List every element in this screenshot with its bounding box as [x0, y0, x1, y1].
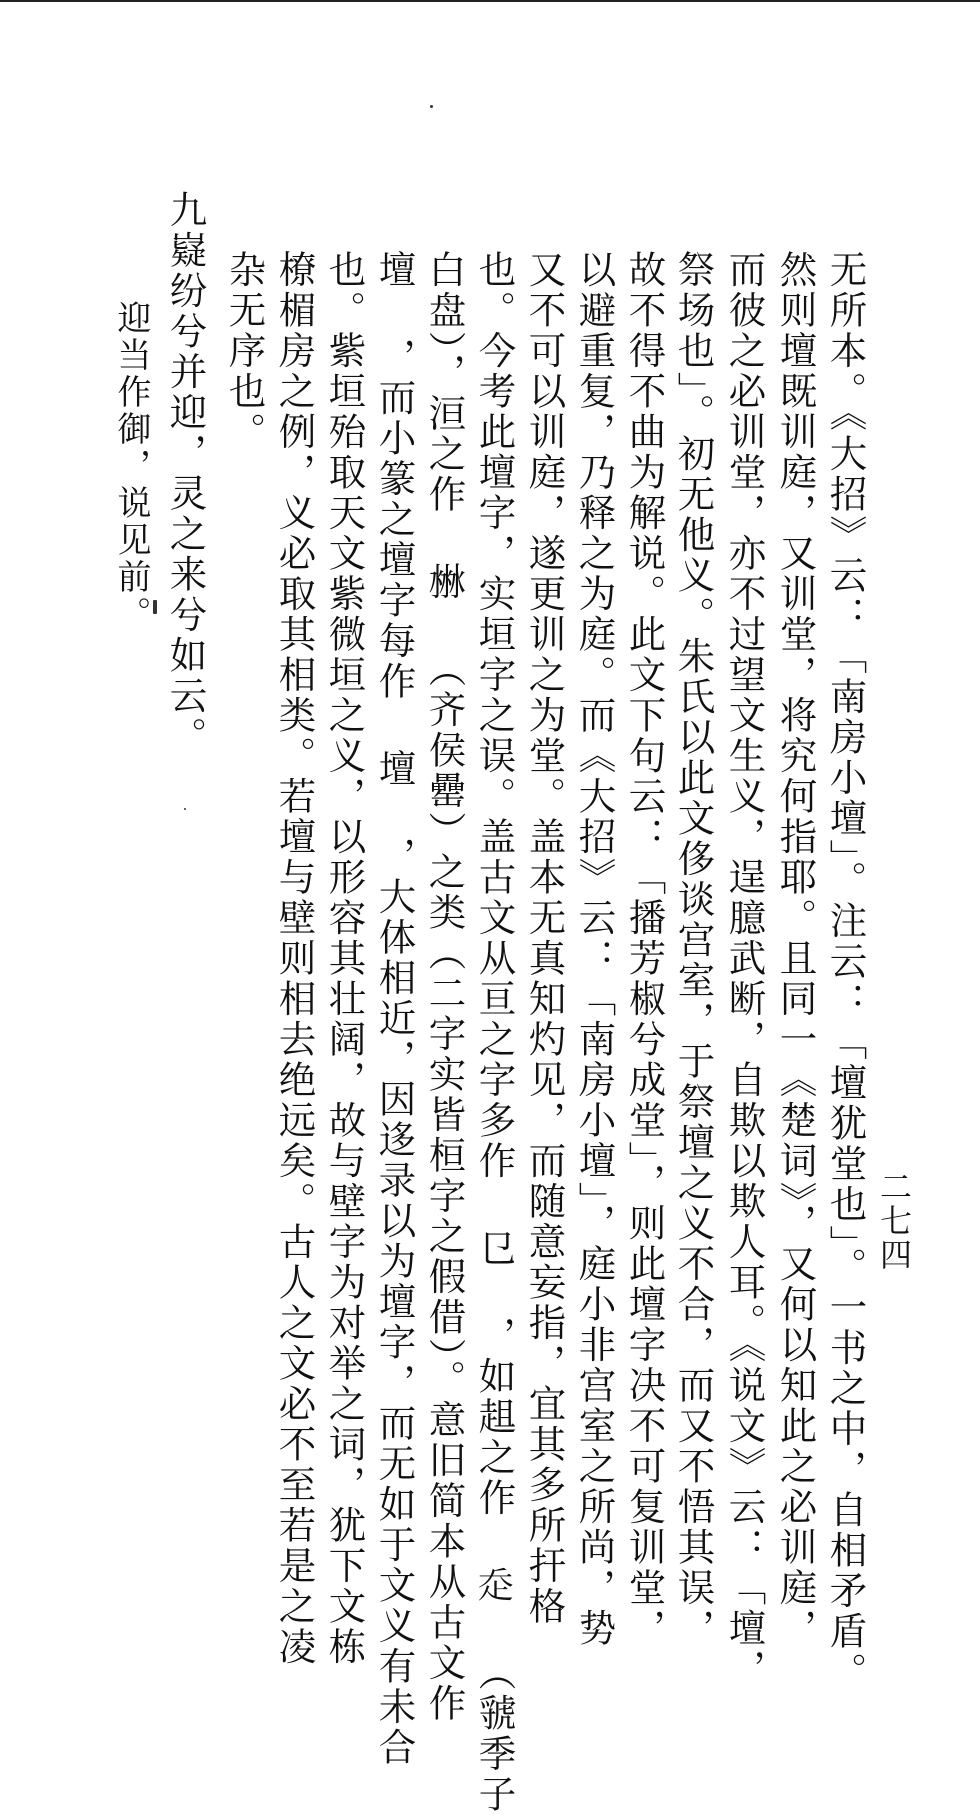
text-column-5: 故不得不曲为解说。此文下句云：「播芳椒兮成堂」，则此壇字决不可复训堂，: [622, 250, 667, 1649]
text-column-3: 而彼之必训堂，亦不过望文生义，逞臆武断，自欺以欺人耳。《说文》云：「壇，: [722, 250, 767, 1690]
text-column-6: 以避重复，乃释之为庭。而《大招》云：「南房小壇」，庭小非宫室之所尚，势: [572, 250, 617, 1649]
text-column-4: 祭场也」。初无他义。朱氏以此文侈谈宫室，于祭壇之义不合，而又不悟其误，: [671, 250, 716, 1649]
text-column-1: 无所本。《大招》云：「南房小壇」。注云：「壇犹堂也」。一书之中，自相矛盾。: [823, 250, 868, 1693]
text-column-7: 又不可以训庭，遂更训之为堂。盖本无真知灼见，而随意妄指，宜其多所扞格: [522, 250, 567, 1627]
text-column-2: 然则壇既训庭，又训堂，将究何指耶。且同一《楚词》，又何以知此之必训庭，: [773, 250, 818, 1649]
text-column-8: 也。今考此壇字，实垣字之误。盖古文从亘之字多作 㔾 ，如趄之作 𧺆 （虢季子: [472, 250, 517, 1815]
text-column-13: 杂无序也。: [222, 250, 267, 453]
top-rule: [0, 0, 980, 2]
verse-line: 九嶷纷兮并迎，灵之来兮如云。: [163, 190, 208, 757]
scan-speck: [184, 808, 186, 810]
text-column-12: 橑楣房之例，义必取其相类。若壇与壁则相去绝远矣。古人之文必不至若是之凌: [272, 250, 317, 1668]
text-column-10: 壇 ，而小篆之壇字每作 壇 ，大体相近，因迻录以为壇字，而无如于文义有未合: [372, 250, 417, 1768]
scan-speck: [153, 600, 157, 614]
text-column-11: 也。紫垣殆取天文紫微垣之义，以形容其壮阔，故与壁字为对举之词，犹下文栋: [322, 250, 367, 1668]
scan-speck: [430, 105, 433, 108]
page-number: 二七四: [875, 1170, 913, 1272]
text-column-9: 白盘），洹之作 㴇 （齐侯罍）之类（二字实皆桓字之假借）。意旧简本从古文作: [422, 250, 467, 1724]
commentary-line: 迎当作御，说见前。: [111, 300, 151, 633]
